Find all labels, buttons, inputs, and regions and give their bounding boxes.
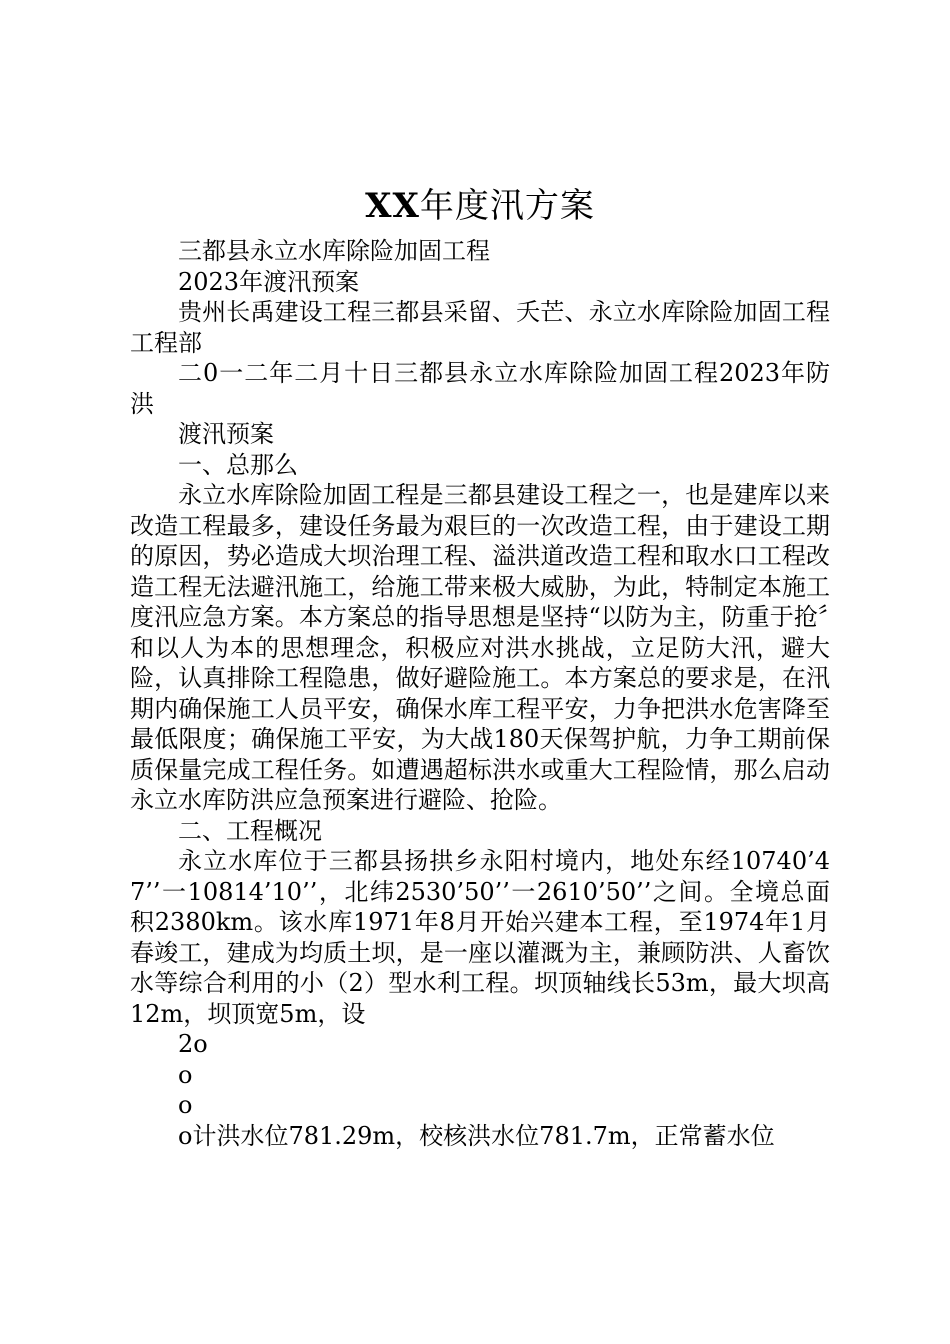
document-title-text: 年度汛方案 [419, 186, 595, 226]
water-level-line: o计洪水位781.29m，校核洪水位781.7m，正常蓄水位 [178, 1121, 775, 1150]
overview-paragraph: 永立水库位于三都县扬拱乡永阳村境内，地处东经10740’47’’一10814’10’’，北纬2530’50’’一2610’50’’之间。全境总面积2380km。该水库1971年8月开始兴建本工程，至1974年1月春竣工，建成为均质土坝，是一座以灌溉为主，兼顾防洪、人畜饮水等综合利用的小（2）型水利工程。坝顶轴线长53m，最大坝高12m，坝顶宽5m，设 [130, 847, 830, 1028]
fragment-line: o [178, 1091, 193, 1119]
fragment-line: o [178, 1060, 193, 1089]
document-page [130, 180, 830, 1151]
plan-year-line: 2023年渡汛预案 [178, 267, 360, 296]
section-heading-overview: 二、工程概况 [178, 816, 322, 845]
date-line: 二0一二年二月十日三都县永立水库除险加固工程2023年防洪 [130, 359, 830, 418]
plan-subtitle-line: 渡汛预案 [178, 420, 274, 448]
section-heading-general: 一、总那么 [178, 450, 298, 479]
general-paragraph: 永立水库除险加固工程是三都县建设工程之一，也是建库以来改造工程最多，建设任务最为艰巨的一次改造工程，由于建设工期的原因，势必造成大坝治理工程、溢洪道改造工程和取水口工程改造工程无法避汛施工，给施工带来极大威胁，为此，特制定本施工度汛应急方案。本方案总的指导思想是坚持“以防为主，防重于抢〞和以人为本的思想理念，积极应对洪水挑战，立足防大汛，避大险，认真排除工程隐患，做好避险施工。本方案总的要求是，在汛期内确保施工人员平安，确保水库工程平安，力争把洪水危害降至最低限度；确保施工平安，为大战180天保驾护航，力争工期前保质保量完成工程任务。如遭遇超标洪水或重大工程险情，那么启动永立水库防洪应急预案进行避险、抢险。 [130, 481, 830, 814]
document-title [130, 180, 830, 232]
department-line: 贵州长禹建设工程三都县采留、夭芒、永立水库除险加固工程工程部 [130, 298, 830, 357]
fragment-line: 2o [178, 1030, 208, 1058]
project-name-line: 三都县永立水库除险加固工程 [178, 237, 490, 265]
document-title-prefix: XX [365, 186, 420, 226]
